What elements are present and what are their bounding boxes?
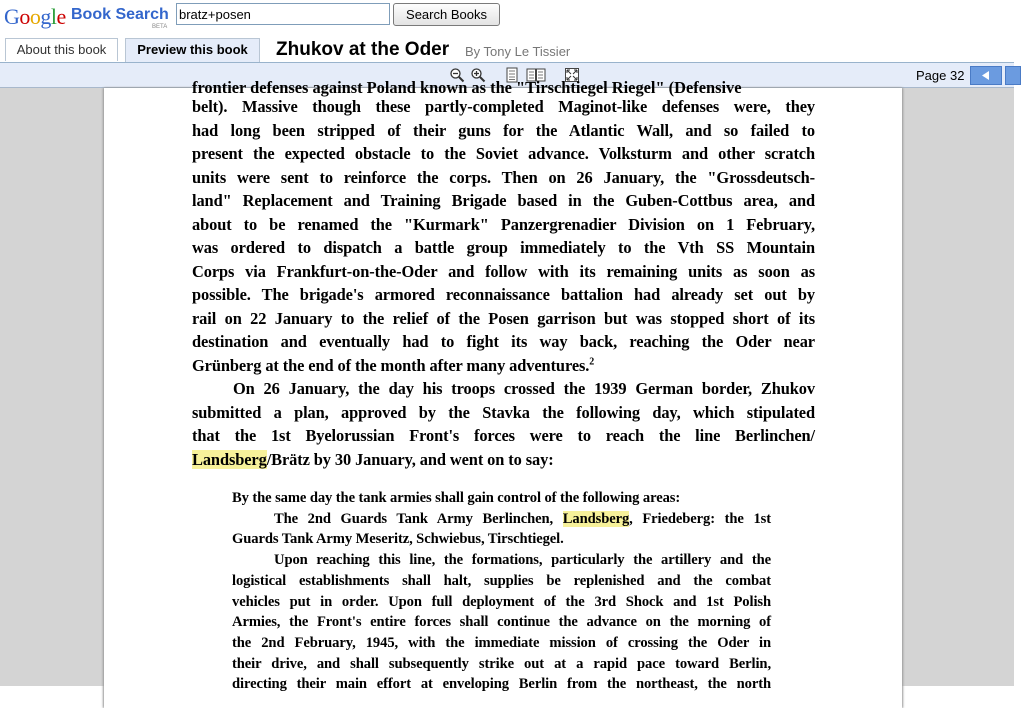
book-page xyxy=(104,78,902,708)
book-viewer[interactable] xyxy=(0,78,1014,693)
search-highlight: Landsberg xyxy=(192,449,267,469)
quote-line: The 2nd Guards Tank Army Berlinchen, Landsberg, Friedeberg: the 1st xyxy=(274,510,771,527)
book-author: By Tony Le Tissier xyxy=(465,44,571,59)
search-input[interactable] xyxy=(176,3,390,25)
beta-label: BETA xyxy=(152,24,168,30)
text-line: submitted a plan, approved by the Stavka the following day, which stipulated xyxy=(192,402,815,422)
text-line: had long been stripped of their guns for the Atlantic Wall, and so failed to xyxy=(192,120,815,140)
text-line: possible. The brigade's armored reconnaissance battalion had already set out by xyxy=(192,285,815,304)
google-letter: g xyxy=(40,4,51,29)
text-line: Corps via Frankfurt-on-the-Oder and follow with its remaining units as soon as xyxy=(192,261,815,281)
quote-line: their drive, and shall subsequently strike out at a rapid pace toward Berlin, xyxy=(232,655,771,672)
text-line: Landsberg/Brätz by 30 January, and went on to say: xyxy=(192,449,554,469)
text-line: rail on 22 January to the relief of the Posen garrison but was stopped short of its xyxy=(192,308,815,328)
text-line: land" Replacement and Training Brigade based in the Guben-Cottbus area, and xyxy=(192,191,815,210)
arrow-left-icon xyxy=(971,67,1001,84)
page-number: Page 32 xyxy=(916,68,965,83)
quote-line: Guards Tank Army Meseritz, Schwiebus, Tirschtiegel. xyxy=(232,531,564,548)
google-letter: l xyxy=(50,4,57,29)
tab-bar xyxy=(0,36,1014,63)
quote-line: Upon reaching this line, the formations, particularly the artillery and the xyxy=(274,552,771,569)
book-title: Zhukov at the Oder xyxy=(276,39,450,60)
tab-preview-this-book[interactable]: Preview this book xyxy=(125,38,260,62)
google-wordmark xyxy=(4,4,66,30)
tab-about-this-book[interactable]: About this book xyxy=(5,38,118,61)
previous-page-button[interactable] xyxy=(970,66,1002,85)
quote-line: By the same day the tank armies shall gain control of the following areas: xyxy=(232,490,681,506)
text-line: On 26 January, the day his troops crossed the 1939 German border, Zhukov xyxy=(233,379,815,398)
text-line: Grünberg at the end of the month after many adventures.$^2$ xyxy=(192,355,595,375)
search-books-button[interactable]: Search Books xyxy=(393,3,500,26)
text-line: units were sent to reinforce the corps. Then on 26 January, the "Grossdeutsch- xyxy=(192,167,815,187)
text-line: destination and eventually had to fight its way back, reaching the Oder near xyxy=(192,332,815,351)
quote-line: logistical establishments shall halt, supplies be replenished and the combat xyxy=(232,572,771,589)
page-line-partial: frontier defenses against Poland known as the "Tirschtiegel Riegel" (Defensive xyxy=(192,78,742,97)
google-letter: o xyxy=(19,4,30,29)
quote-line: directing their main effort at enveloping Berlin from the northeast, the north xyxy=(232,676,771,693)
quote-line: Armies, the Front's entire forces shall continue the advance on the morning of xyxy=(232,614,771,631)
google-letter: o xyxy=(29,4,41,29)
search-header xyxy=(0,0,1014,36)
text-line: that the 1st Byelorussian Front's forces were to reach the line Berlinchen/ xyxy=(192,426,815,445)
search-highlight: Landsberg xyxy=(562,510,630,527)
text-line: present the expected obstacle to the Soviet advance. Volksturm and other scratch xyxy=(192,144,815,163)
text-line: was ordered to dispatch a battle group immediately to the Vth SS Mountain xyxy=(192,238,815,257)
quote-line: vehicles put in order. Upon full deployment of the 3rd Shock and 1st Polish xyxy=(232,593,771,610)
footnote-marker: 2 xyxy=(589,356,595,368)
next-page-button[interactable] xyxy=(1005,66,1021,85)
book-search-wordmark: Book Search xyxy=(71,6,169,23)
text-line: belt). Massive though these partly-completed Maginot-like defenses were, they xyxy=(192,97,815,116)
text-line: about to be renamed the "Kurmark" Panzergrenadier Division on 1 February, xyxy=(192,214,815,234)
quote-line: the 2nd February, 1945, with the immediate mission of crossing the Oder in xyxy=(232,634,771,651)
google-letter: G xyxy=(4,4,20,29)
google-letter: e xyxy=(56,4,66,29)
